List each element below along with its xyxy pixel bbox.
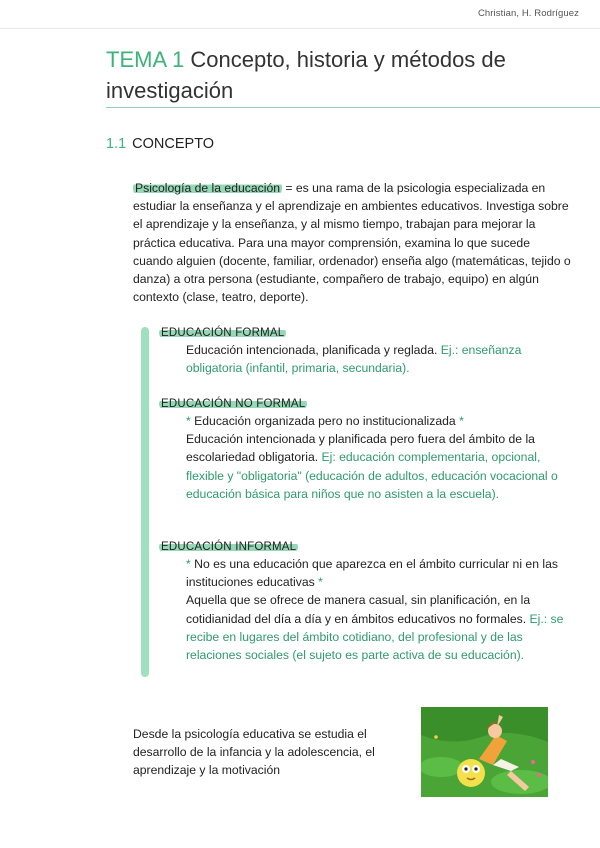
title-divider [106,107,600,108]
title-number: TEMA 1 [106,47,185,72]
type-body [186,412,577,503]
type-note: * No es una educación que aparezca en el ámbito curricular ni en las instituciones educativas * [186,557,558,590]
section-number: 1.1 [106,136,127,152]
type-block-non-formal [159,396,577,503]
type-example: Ej: educación complementaria, opcional, flexible y "obligatoria" (educación de adultos, educación vocacional o educación básica para niños que no asisten a la escuela). [186,450,558,501]
type-example: Ej.: enseñanza obligatoria (infantil, primaria, secundaria). [186,343,522,376]
type-block-informal [159,539,577,664]
type-example: Ej.: se recibe en lugares del ámbito cotidiano, del profesional y de las relaciones sociales (el sujeto es parte activa de su educación). [186,611,564,663]
outro-paragraph: Desde la psicología educativa se estudia el desarrollo de la infancia y la adolescencia, el aprendizaje y la motivación [133,727,375,778]
type-description: Educación intencionada, planificada y reglada. [186,343,438,357]
type-heading: EDUCACIÓN INFORMAL [161,541,297,553]
title-text: Concepto, historia y métodos de investigación [106,47,506,103]
vertical-accent-bar [141,327,149,677]
section-title: CONCEPTO [132,136,215,152]
intro-text: = es una rama de la psicologia especializada en estudiar la enseñanza y el aprendizaje en ambientes educativos. Investiga sobre el aprendizaje y la enseñanza, y al mismo tiempo, trabajan para mejorar la práctica educativa. Para una mayor comprensión, examina lo que sucede cuando alguien (docente, familiar, ordenador) enseña algo (matemáticas, tejido o danza) a otra persona (estudiante, compañero de trabajo, equipo) en algún contexto (clase, teatro, deporte). [133,181,571,305]
type-heading: EDUCACIÓN NO FORMAL [161,398,306,410]
type-body [186,555,577,664]
type-body [186,341,577,377]
type-block-formal [159,325,577,377]
author-name: Christian, H. Rodríguez [477,8,579,19]
type-description: Educación intencionada y planificada pero fuera del ámbito de la escolariedad obligatoria. [186,432,535,465]
intro-term-highlight: Psicología de la educación [135,181,280,195]
type-heading: EDUCACIÓN FORMAL [161,327,285,339]
section-heading [106,136,214,152]
intro-paragraph [133,179,573,306]
page-title [106,44,576,106]
type-note: * Educación organizada pero no institucionalizada * [186,414,464,428]
header-divider [0,28,600,29]
cartoon-illustration [421,707,548,797]
type-description: Aquella que se ofrece de manera casual, sin planificación, en la cotidianidad del día a día y en ámbitos educativos no formales. [186,593,531,626]
